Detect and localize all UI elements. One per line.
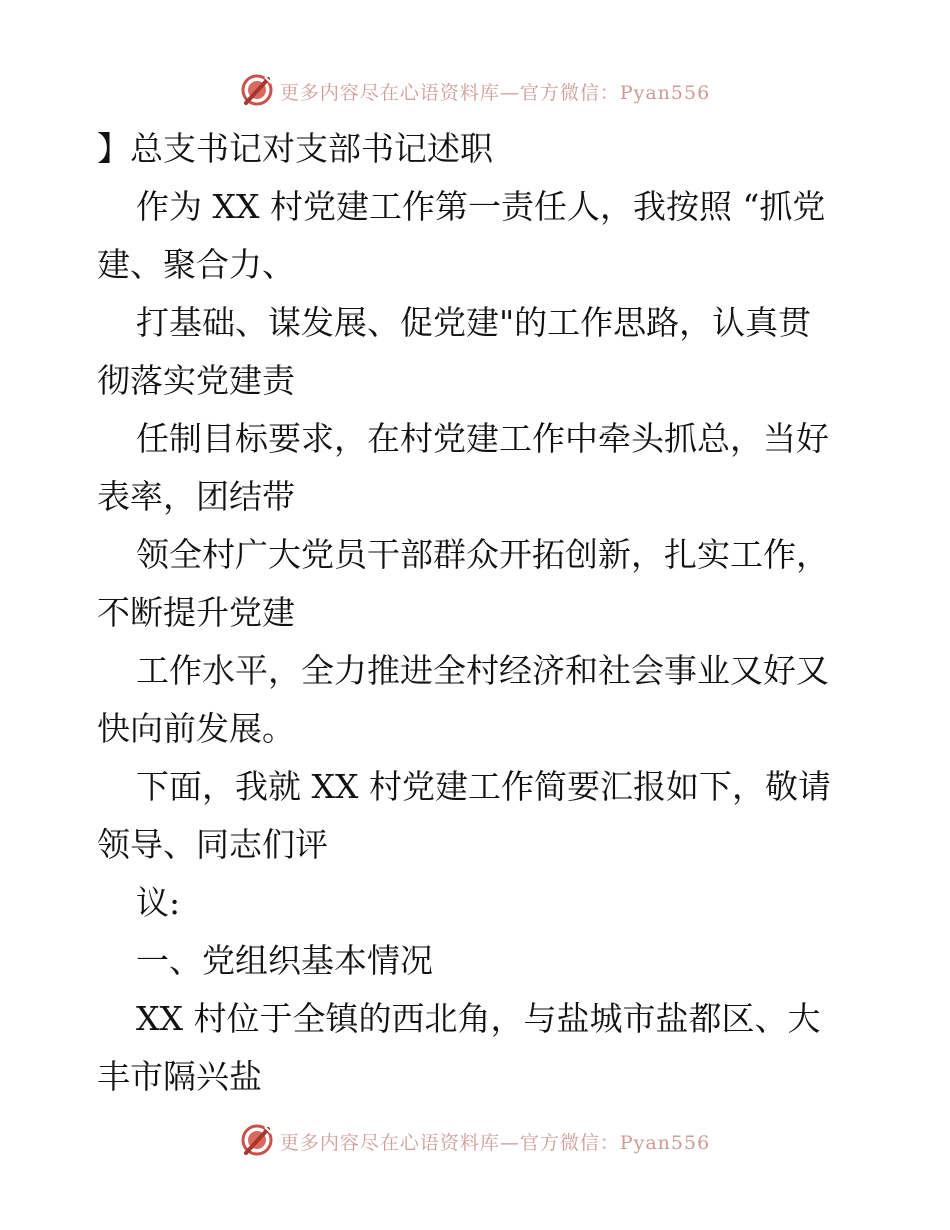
header-watermark — [0, 70, 950, 110]
header-watermark-text: 更多内容尽在心语资料库—官方微信：Pyan556 — [279, 81, 711, 104]
doc-line: 作为 XX 村党建工作第一责任人，我按照 “抓党 — [136, 187, 826, 226]
doc-line: 议: — [136, 883, 181, 922]
doc-line: 领导、同志们评 — [97, 825, 328, 864]
doc-line: 打基础、谋发展、促党建"的工作思路，认真贯 — [136, 303, 812, 342]
doc-line: 下面，我就 XX 村党建工作简要汇报如下，敬请 — [136, 767, 831, 806]
doc-line: 工作水平，全力推进全村经济和社会事业又好又 — [136, 651, 829, 690]
doc-line: 彻落实党建责 — [97, 361, 295, 400]
document-body — [97, 120, 887, 1106]
doc-line: 不断提升党建 — [97, 593, 295, 632]
doc-line: 表率，团结带 — [97, 477, 295, 516]
footer-watermark-text: 更多内容尽在心语资料库—官方微信：Pyan556 — [279, 1131, 711, 1154]
red-pen-seal-logo-icon — [240, 73, 274, 107]
doc-line: 丰市隔兴盐 — [97, 1057, 262, 1096]
red-pen-seal-logo-icon — [240, 1123, 274, 1157]
footer-watermark — [0, 1120, 950, 1160]
doc-line: 领全村广大党员干部群众开拓创新，扎实工作， — [136, 535, 829, 574]
doc-line: 建、聚合力、 — [97, 245, 295, 284]
section-heading: 一、党组织基本情况 — [136, 941, 433, 980]
doc-line: 快向前发展。 — [97, 709, 295, 748]
doc-line: XX 村位于全镇的西北角，与盐城市盐都区、大 — [136, 999, 821, 1038]
doc-line: 任制目标要求，在村党建工作中牵头抓总，当好 — [136, 419, 829, 458]
doc-title-line: 】总支书记对支部书记述职 — [97, 129, 493, 168]
